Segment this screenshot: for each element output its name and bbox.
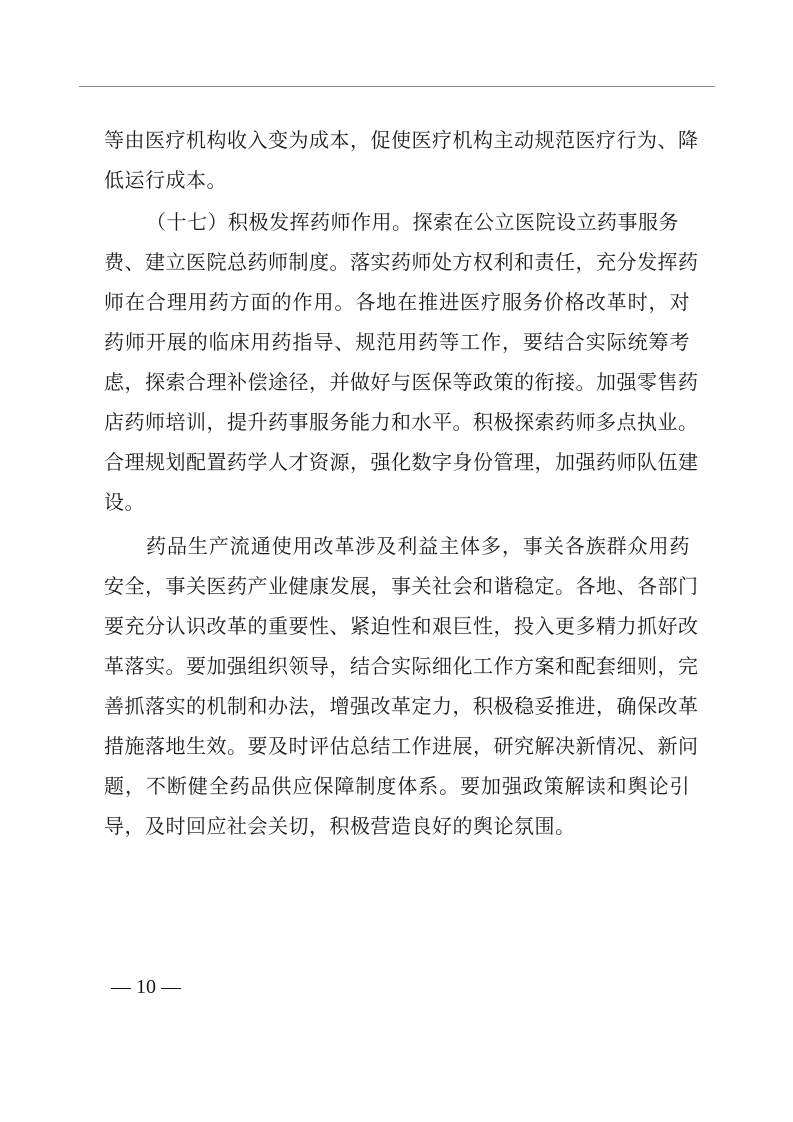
paragraph-1-line-1: 等由医疗机构收入变为成本，促使医疗机构主动规范医疗行为、降 [104, 128, 699, 152]
paragraph-3-line-4: 革落实。要加强组织领导，结合实际细化工作方案和配套细则，完 [104, 654, 699, 678]
paragraph-3-line-2: 安全，事关医药产业健康发展，事关社会和谐稳定。各地、各部门 [104, 574, 699, 598]
paragraph-3-line-6: 措施落地生效。要及时评估总结工作进展，研究解决新情况、新问 [104, 734, 699, 758]
paragraph-2-line-8: 设。 [104, 490, 145, 514]
paragraph-3-line-7: 题，不断健全药品供应保障制度体系。要加强政策解读和舆论引 [104, 774, 690, 798]
paragraph-2-line-4: 药师开展的临床用药指导、规范用药等工作，要结合实际统筹考 [104, 330, 690, 354]
section-heading: （十七）积极发挥药师作用。 [146, 210, 413, 234]
paragraph-2-line-1-text: 探索在公立医院设立药事服务 [412, 210, 679, 234]
paragraph-3-line-8: 导，及时回应社会关切，积极营造良好的舆论氛围。 [104, 814, 576, 838]
paragraph-3-line-5: 善抓落实的机制和办法，增强改革定力，积极稳妥推进，确保改革 [104, 694, 699, 718]
paragraph-1-line-2: 低运行成本。 [104, 168, 227, 192]
page-number: — 10 — [111, 976, 181, 998]
paragraph-2-line-1 [146, 202, 679, 242]
header-divider [79, 86, 715, 87]
paragraph-2-line-6: 店药师培训，提升药事服务能力和水平。积极探索药师多点执业。 [104, 410, 699, 434]
paragraph-2-line-3: 师在合理用药方面的作用。各地在推进医疗服务价格改革时，对 [104, 290, 690, 314]
paragraph-3-line-3: 要充分认识改革的重要性、紧迫性和艰巨性，投入更多精力抓好改 [104, 614, 699, 638]
paragraph-3-line-1: 药品生产流通使用改革涉及利益主体多，事关各族群众用药 [146, 534, 690, 558]
paragraph-2-line-7: 合理规划配置药学人才资源，强化数字身份管理，加强药师队伍建 [104, 450, 699, 474]
paragraph-2-line-2: 费、建立医院总药师制度。落实药师处方权利和责任，充分发挥药 [104, 250, 699, 274]
paragraph-2-line-5: 虑，探索合理补偿途径，并做好与医保等政策的衔接。加强零售药 [104, 370, 699, 394]
